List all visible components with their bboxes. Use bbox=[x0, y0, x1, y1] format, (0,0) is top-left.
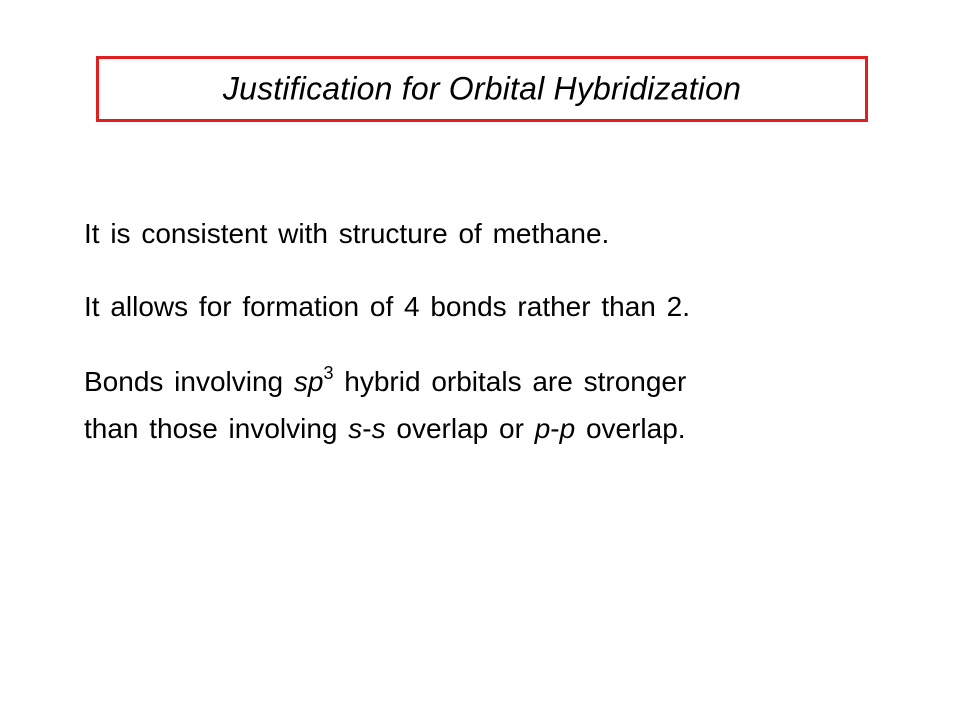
point-stronger-bonds-line2 bbox=[84, 409, 686, 449]
dash: - bbox=[362, 413, 372, 444]
point-consistent-methane: It is consistent with structure of methane. bbox=[84, 218, 610, 249]
text-segment: than those involving bbox=[84, 413, 349, 444]
text-segment: overlap or bbox=[385, 413, 535, 444]
italic-p: p bbox=[559, 413, 576, 444]
superscript-3: 3 bbox=[323, 363, 334, 383]
slide-title: Justification for Orbital Hybridization bbox=[222, 70, 742, 107]
italic-s: s bbox=[348, 413, 363, 444]
italic-p: p bbox=[534, 413, 551, 444]
title-box bbox=[96, 56, 868, 122]
text-segment: Bonds involving bbox=[84, 366, 294, 397]
dash: - bbox=[550, 413, 560, 444]
italic-s: s bbox=[371, 413, 386, 444]
text-segment: hybrid orbitals are stronger bbox=[333, 366, 687, 397]
text-segment: overlap. bbox=[575, 413, 686, 444]
point-stronger-bonds-line1 bbox=[84, 362, 686, 402]
italic-sp: sp bbox=[293, 366, 324, 397]
point-four-bonds: It allows for formation of 4 bonds rather than 2. bbox=[84, 291, 690, 322]
